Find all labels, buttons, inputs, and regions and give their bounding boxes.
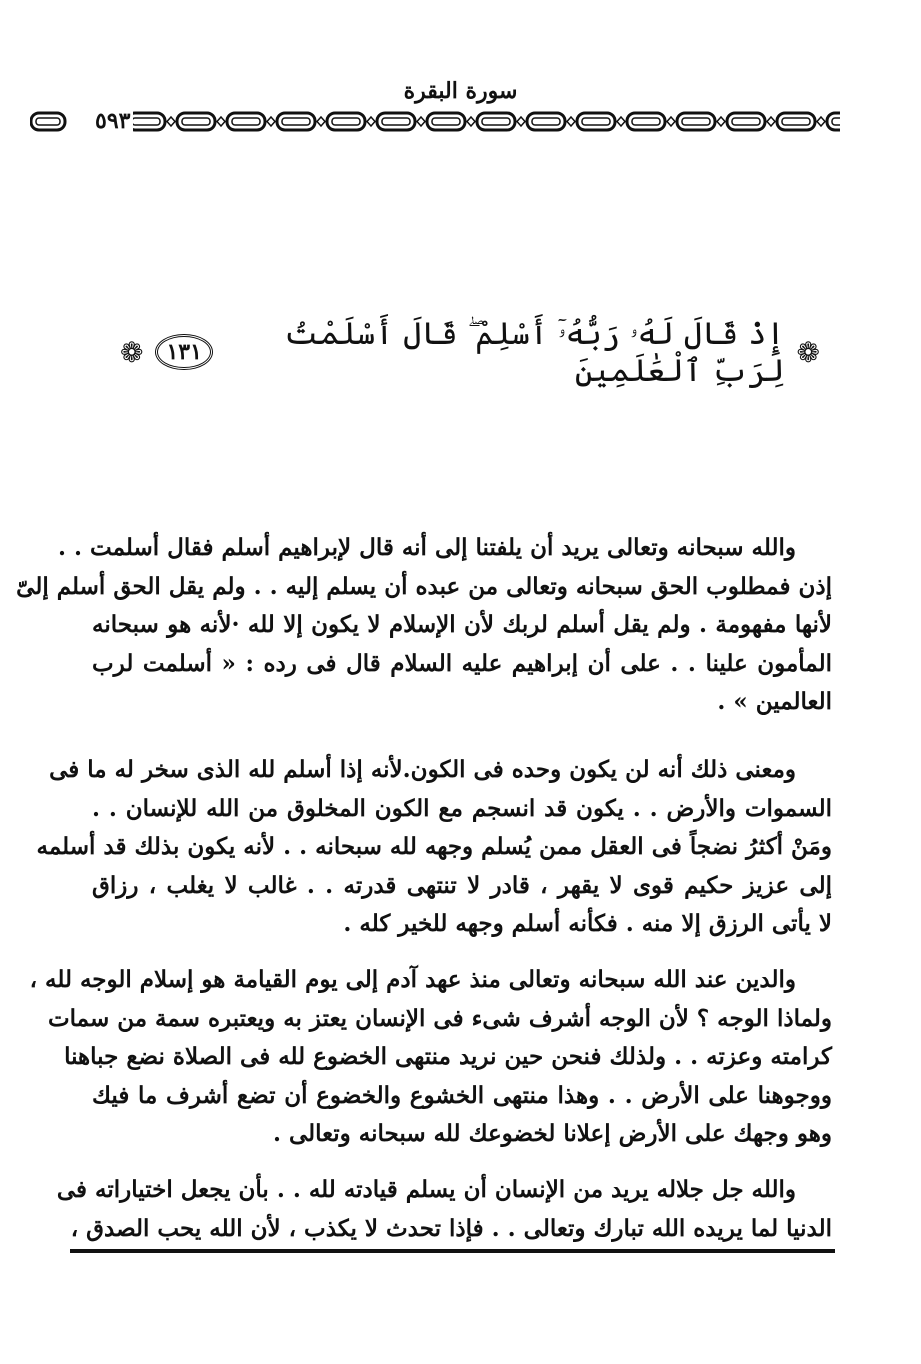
chain-link: [827, 113, 840, 130]
chain-link-inner: [332, 118, 360, 125]
chain-diamond: [667, 117, 675, 126]
paragraph-3: [29, 961, 832, 1154]
chain-link-inner: [832, 118, 840, 125]
surah-title: سورة البقرة: [403, 78, 518, 104]
footer-rule: [70, 1249, 835, 1253]
chain-link-inner: [782, 118, 810, 125]
text-line: ولماذا الوجه ؟ لأن الوجه أشرف شىء فى الإنسان يعتز به ويعتبره سمة من سمات: [47, 1004, 832, 1032]
text-line: والله سبحانه وتعالى يريد أن يلفتنا إلى أنه قال لإبراهيم أسلم فقال أسلمت . .: [57, 534, 796, 561]
chain-link-inner: [132, 118, 160, 125]
chain-diamond: [467, 117, 475, 126]
text-line: لأنها مفهومة . ولم يقل أسلم لربك لأن الإسلام لا يكون إلا لله ·لأنه هو سبحانه: [92, 611, 832, 638]
paragraph-2: [36, 751, 832, 944]
text-line: إذن فمطلوب الحق سبحانه وتعالى من عبده أن يسلم إليه . . ولم يقل الحق أسلم إلىّ: [16, 572, 832, 600]
verse-ornament-right-icon: ❁: [796, 335, 820, 369]
chain-link-inner: [182, 118, 210, 125]
verse-ornament-left-icon: ❁: [120, 335, 144, 369]
chain-link-inner: [532, 118, 560, 125]
paragraph-1: [16, 529, 832, 722]
chain-link-inner: [732, 118, 760, 125]
chain-diamond: [417, 117, 425, 126]
text-line: السموات والأرض . . يكون قد انسجم مع الكون المخلوق من الله للإنسان . .: [92, 794, 832, 822]
chain-link-inner: [232, 118, 260, 125]
text-line: الدنيا لما يريده الله تبارك وتعالى . . فإذا تحدث لا يكذب ، لأن الله يحب الصدق ،: [70, 1214, 832, 1242]
ayah-number: ١٣١: [155, 334, 212, 370]
page-number: ٥٩٣: [92, 108, 133, 134]
text-line: ومَنْ أكثرُ نضجاً فى العقل ممن يُسلم وجهه لله سبحانه . . لأنه يكون بذلك قد أسلمه: [36, 833, 832, 860]
text-line: والدين عند الله سبحانه وتعالى منذ عهد آدم إلى يوم القيامة هو إسلام الوجه لله ،: [29, 966, 796, 993]
chain-diamond: [817, 117, 825, 126]
chain-link-inner: [682, 118, 710, 125]
chain-link-inner: [582, 118, 610, 125]
chain-diamond: [717, 117, 725, 126]
text-line: وهو وجهك على الأرض إعلانا لخضوعك لله سبحانه وتعالى .: [272, 1120, 832, 1147]
chain-link-inner: [432, 118, 460, 125]
verse-text: إِذْ قَالَ لَهُۥ رَبُّهُۥٓ أَسْلِمْ ۖ قَالَ أَسْلَمْتُ لِرَبِّ ٱلْعَٰلَمِينَ: [284, 315, 785, 389]
chain-link-inner: [382, 118, 410, 125]
chain-diamond: [217, 117, 225, 126]
text-line: والله جل جلاله يريد من الإنسان أن يسلم قيادته لله . . بأن يجعل اختياراته فى: [56, 1176, 796, 1203]
text-line: المأمون علينا . . على أن إبراهيم عليه السلام قال فى رده : « أسلمت لرب: [92, 649, 832, 677]
chain-diamond: [167, 117, 175, 126]
chain-diamond: [567, 117, 575, 126]
paragraph-4: [56, 1171, 832, 1248]
chain-diamond: [517, 117, 525, 126]
chain-diamond: [767, 117, 775, 126]
chain-link-inner: [282, 118, 310, 125]
text-line: ومعنى ذلك أنه لن يكون وحده فى الكون.لأنه إذا أسلم لله الذى سخر له ما فى: [49, 756, 796, 783]
text-line: ووجوهنا على الأرض . . وهذا منتهى الخشوع والخضوع أن تضع أشرف ما فيك: [92, 1081, 832, 1109]
chain-diamond: [367, 117, 375, 126]
chain-diamond: [267, 117, 275, 126]
ornamental-border: [30, 110, 840, 134]
chain-link-inner: [632, 118, 660, 125]
text-line: إلى عزيز حكيم قوى لا يقهر ، قادر لا تنتهى قدرته . . غالب لا يغلب ، رزاق: [92, 871, 832, 899]
text-line: كرامته وعزته . . ولذلك فنحن حين نريد منتهى الخضوع لله فى الصلاة نضع جباهنا: [64, 1043, 832, 1070]
text-line: لا يأتى الرزق إلا منه . فكأنه أسلم وجهه للخير كله .: [343, 910, 832, 937]
chain-link-inner: [482, 118, 510, 125]
chain-diamond: [617, 117, 625, 126]
chain-diamond: [317, 117, 325, 126]
quran-verse: [120, 315, 820, 389]
chain-link-inner: [36, 118, 60, 125]
text-line: العالمين » .: [717, 688, 832, 715]
